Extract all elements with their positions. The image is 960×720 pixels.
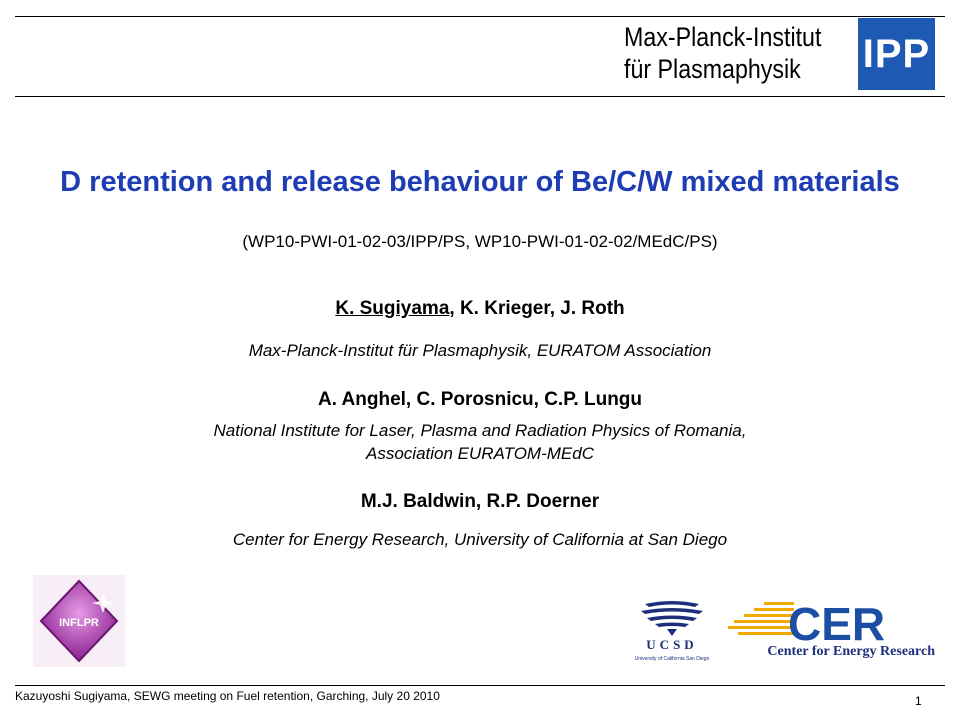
- inflpr-logo-text: INFLPR: [59, 617, 99, 629]
- ipp-logo-text: IPP: [862, 31, 931, 76]
- author-group-1: [0, 298, 960, 320]
- institute-name-line1: Max-Planck-Institut: [624, 22, 822, 52]
- project-codes: (WP10-PWI-01-02-03/IPP/PS, WP10-PWI-01-02-02/MEdC/PS): [242, 232, 718, 251]
- header-bottom-rule: [15, 96, 945, 97]
- header-top-rule: [15, 16, 945, 17]
- page-number: 1: [915, 694, 922, 708]
- ucsd-logo: [625, 596, 719, 666]
- author-group-2: A. Anghel, C. Porosnicu, C.P. Lungu: [317, 389, 643, 410]
- ucsd-logo-subtext: University of California San Diego: [634, 656, 710, 662]
- affiliation-2-line1: National Institute for Laser, Plasma and Radiation Physics of Romania,: [213, 421, 747, 440]
- cer-logo: [728, 596, 936, 658]
- ucsd-logo-text: UCSD: [646, 637, 698, 652]
- cer-logo-text: CER: [788, 598, 886, 650]
- affiliation-3: Center for Energy Research, University of California at San Diego: [232, 530, 728, 549]
- inflpr-logo: [33, 575, 125, 667]
- author-group-3: M.J. Baldwin, R.P. Doerner: [360, 491, 600, 512]
- lead-author: K. Sugiyama: [335, 298, 450, 319]
- co-authors-1: , K. Krieger, J. Roth: [449, 298, 625, 319]
- ipp-logo: [858, 18, 935, 90]
- footer-rule: [15, 685, 945, 686]
- slide-title: D retention and release behaviour of Be/C/W mixed materials: [60, 166, 900, 198]
- affiliation-1: Max-Planck-Institut für Plasmaphysik, EURATOM Association: [248, 341, 712, 360]
- footer-text: Kazuyoshi Sugiyama, SEWG meeting on Fuel retention, Garching, July 20 2010: [15, 689, 440, 703]
- institute-name-line2: für Plasmaphysik: [624, 54, 801, 84]
- affiliation-2-line2: Association EURATOM-MEdC: [366, 444, 594, 463]
- cer-logo-subtext: Center for Energy Research: [767, 644, 935, 658]
- cer-logo-stripes: [728, 602, 794, 635]
